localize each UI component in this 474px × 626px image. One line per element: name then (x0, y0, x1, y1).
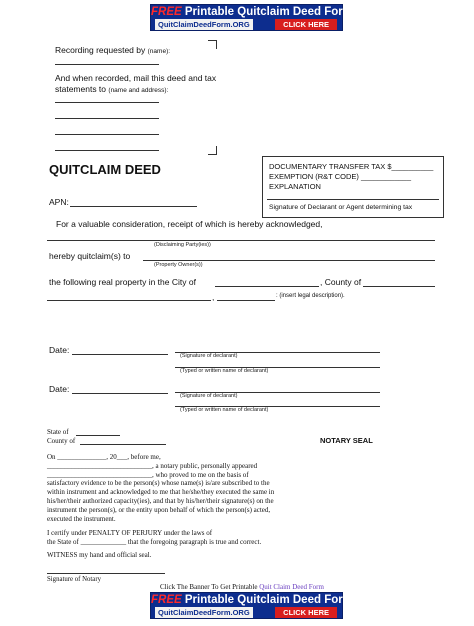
notary-seal-label: NOTARY SEAL (320, 436, 373, 445)
county-line[interactable] (363, 286, 435, 287)
bottom-banner-title-text: Printable Quitclaim Deed Form (184, 594, 353, 606)
banner-site-label: QuitClaimDeedForm.ORG (155, 19, 253, 30)
bottom-banner[interactable] (150, 592, 353, 619)
date-line-1[interactable] (72, 354, 168, 355)
disclaiming-caption: (Disclaiming Party(ies)) (154, 242, 211, 248)
notary-line-5: within instrument and acknowledged to me that he/she/they executed the same in (47, 488, 275, 497)
notary-acknowledgment (47, 453, 274, 560)
county-of-label: County of (47, 437, 76, 445)
deed-title: QUITCLAIM DEED (49, 162, 161, 177)
legal-description-line-1[interactable] (47, 300, 211, 301)
footer-click-text: Click The Banner To Get Printable (160, 583, 258, 591)
consideration-text: For a valuable consideration, receipt of which is hereby acknowledged, (56, 219, 323, 229)
tax-signature-caption: Signature of Declarant or Agent determining tax (269, 204, 413, 211)
witness-line: WITNESS my hand and official seal. (47, 550, 152, 559)
disclaiming-party-line[interactable] (47, 240, 435, 241)
mail-address-line-2[interactable] (55, 118, 159, 119)
transfer-tax-line: DOCUMENTARY TRANSFER TAX $__________ (269, 162, 434, 171)
typed-name-caption-1: (Typed or written name of declarant) (180, 368, 269, 374)
mail-to-label (55, 73, 216, 96)
tax-signature-line[interactable] (267, 199, 439, 200)
property-owner-line[interactable] (143, 260, 435, 261)
legal-description-hint: : (insert legal description). (276, 293, 345, 299)
property-prefix-text: the following real property in the City of (49, 277, 196, 287)
city-line[interactable] (215, 286, 319, 287)
exemption-line: EXEMPTION (R&T CODE) ____________ (269, 172, 412, 181)
perjury-line-1: I certify under PENALTY OF PERJURY under the laws of (47, 529, 213, 538)
banner-free-label: FREE (151, 6, 182, 18)
banner-click-button[interactable]: CLICK HERE (275, 19, 337, 30)
date-label-2: Date: (49, 384, 70, 394)
county-label: , County of (320, 277, 362, 287)
top-banner[interactable] (150, 4, 353, 31)
notary-venue (47, 428, 75, 446)
mail-address-line-4[interactable] (55, 150, 159, 151)
footer-link[interactable]: Quit Claim Deed Form (259, 583, 324, 591)
transfer-tax-box (262, 156, 444, 218)
explanation-label: EXPLANATION (269, 182, 321, 191)
typed-name-caption-2: (Typed or written name of declarant) (180, 407, 269, 413)
bottom-banner-title (151, 594, 353, 606)
mail-address-line-3[interactable] (55, 134, 159, 135)
corner-mark-bottom (208, 146, 217, 155)
date-line-2[interactable] (72, 393, 168, 394)
date-label-1: Date: (49, 345, 70, 355)
apn-label: APN: (49, 197, 69, 207)
legal-description-line-2[interactable] (217, 300, 275, 301)
quitclaim-to-label: hereby quitclaim(s) to (49, 251, 131, 261)
requested-by-hint: (name): (147, 48, 171, 55)
bottom-banner-site-label: QuitClaimDeedForm.ORG (155, 607, 253, 618)
state-line[interactable] (76, 435, 120, 436)
perjury-line-2: the State of _____________ that the foregoing paragraph is true and correct. (47, 538, 262, 547)
notary-signature-line[interactable] (47, 573, 165, 574)
notary-line-3: ______________________________, who proved to me on the basis of (47, 470, 249, 479)
notary-line-6: his/her/their authorized capacity(ies), and that by his/her/their signature(s) on the (47, 496, 274, 505)
apn-line[interactable] (70, 206, 197, 207)
corner-mark-top (208, 40, 217, 49)
notary-line-4: satisfactory evidence to be the person(s) whose name(s) is/are subscribed to the (47, 479, 270, 488)
banner-title (151, 6, 353, 18)
recording-requested-label (55, 45, 170, 55)
property-owner-caption: (Property Owner(s)) (154, 262, 203, 268)
mail-line-1: And when recorded, mail this deed and tax (55, 73, 217, 83)
mail-line-2: statements to (55, 84, 107, 94)
bottom-banner-free-label: FREE (151, 594, 182, 606)
legal-comma: , (212, 292, 215, 302)
requested-by-text: Recording requested by (55, 45, 146, 55)
notary-line-7: instrument the person(s), or the entity upon behalf of which the person(s) acted, (47, 505, 271, 514)
state-label: State of (47, 428, 69, 436)
notary-signature-caption: Signature of Notary (47, 576, 101, 583)
mail-hint: (name and address): (108, 87, 169, 94)
signature-caption-1: (Signature of declarant) (180, 353, 238, 359)
notary-line-2: ______________________________, a notary public, personally appeared (47, 461, 258, 470)
notary-line-8: executed the instrument. (47, 514, 116, 523)
requested-by-line[interactable] (55, 64, 159, 65)
signature-caption-2: (Signature of declarant) (180, 393, 238, 399)
notary-line-1: On ______________, 20___, before me, (47, 453, 161, 461)
footer-text (160, 583, 324, 591)
mail-address-line-1[interactable] (55, 102, 159, 103)
banner-title-text: Printable Quitclaim Deed Form (184, 6, 353, 18)
county-of-line[interactable] (80, 444, 166, 445)
bottom-banner-click-button[interactable]: CLICK HERE (275, 607, 337, 618)
